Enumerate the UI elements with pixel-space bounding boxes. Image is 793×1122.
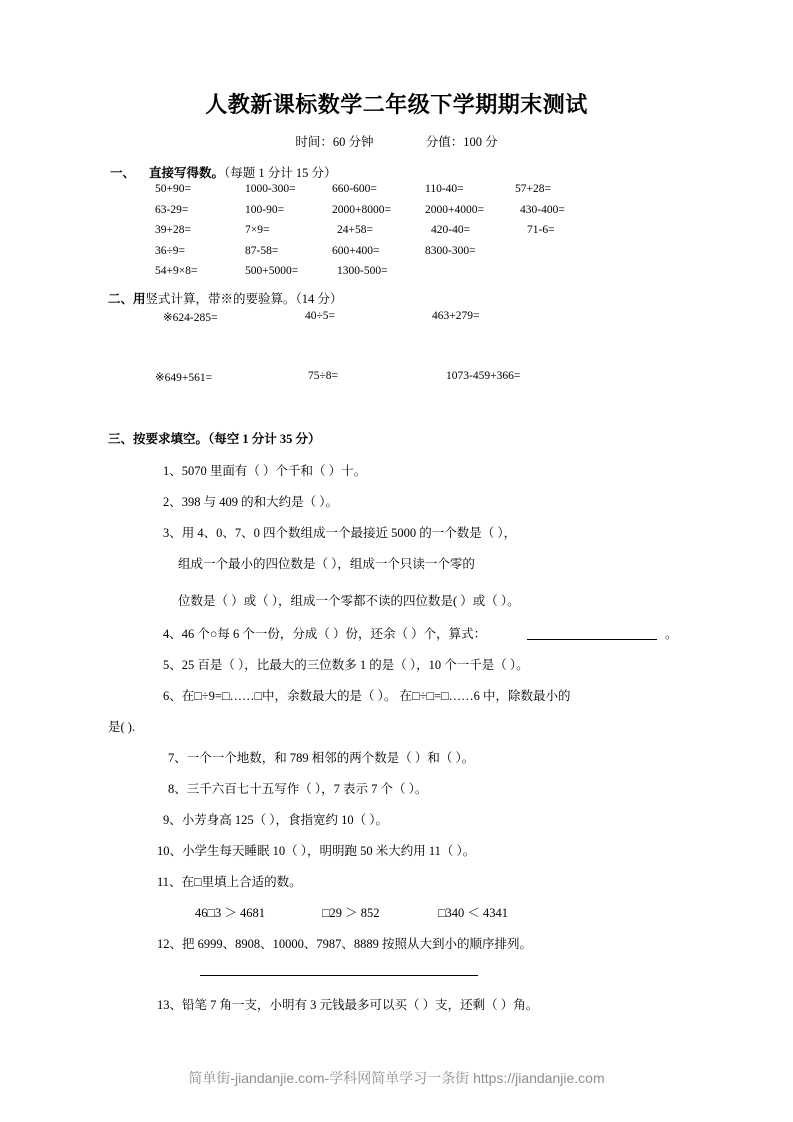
- vertical-calc-item: ※624-285=: [163, 312, 218, 324]
- section1-title: 直接写得数。: [149, 166, 225, 180]
- calc-item: 7×9=: [245, 224, 270, 236]
- calc-row: [155, 204, 635, 225]
- vertical-calc-item: 75÷8=: [308, 370, 339, 382]
- section2-number: 二、用: [108, 292, 146, 306]
- calc-item: 420-40=: [431, 224, 471, 236]
- calc-item: 110-40=: [425, 183, 464, 195]
- calc-row: [155, 245, 635, 266]
- calc-item: 600+400=: [332, 244, 380, 257]
- calc-item: 100-90=: [245, 203, 285, 216]
- mental-math-grid: [155, 183, 635, 286]
- question-11-compare-2: □29 ＞ 852: [322, 906, 380, 920]
- calc-item: 36÷9=: [155, 244, 186, 257]
- section2-title: 竖式计算，带※的要验算。（14 分）: [145, 292, 343, 306]
- question-10: 10、小学生每天睡眠 10（ ），明明跑 50 米大约用 11（ ）。: [157, 844, 476, 858]
- question-1: 1、5070 里面有（ ）个千和（ ）十。: [163, 464, 367, 478]
- section1-number: 一、: [110, 166, 136, 180]
- calc-item: 1300-500=: [337, 265, 388, 277]
- calc-item: 63-29=: [155, 203, 189, 216]
- page-title: 人教新课标数学二年级下学期期末测试: [205, 92, 588, 117]
- section1-points: （每题 1 分计 15 分）: [224, 166, 337, 180]
- section1-heading: [110, 163, 337, 181]
- section2-heading: [108, 289, 342, 307]
- calc-item: 2000+4000=: [425, 203, 484, 216]
- section3-heading: 三、按要求填空。（每空 1 分计 35 分）: [108, 432, 321, 446]
- question-7: 7、一个一个地数，和 789 相邻的两个数是（ ）和（ ）。: [168, 751, 475, 765]
- question-12-answer-rule[interactable]: [200, 975, 478, 976]
- question-2: 2、398 与 409 的和大约是（ ）。: [163, 495, 339, 509]
- calc-item: 71-6=: [527, 224, 555, 236]
- calc-item: 57+28=: [515, 183, 551, 195]
- calc-item: 430-400=: [520, 203, 565, 216]
- calc-item: 54+9×8=: [155, 265, 198, 277]
- question-3-line-3: 位数是（ ）或（ ），组成一个零都不读的四位数是( ）或（ ）。: [178, 594, 520, 608]
- question-4-answer-rule[interactable]: [527, 639, 657, 640]
- calc-row: [155, 265, 635, 286]
- calc-item: 87-58=: [245, 244, 279, 257]
- calc-item: 2000+8000=: [332, 203, 391, 216]
- exam-score: 分值：100 分: [425, 135, 498, 149]
- question-13: 13、铅笔 7 角一支，小明有 3 元钱最多可以买（ ）支，还剩（ ）角。: [157, 998, 539, 1012]
- calc-item: 1000-300=: [245, 183, 296, 195]
- footer-watermark: 简单街-jiandanjie.com-学科网简单学习一条街 https://jiandanjie.com: [188, 1070, 605, 1086]
- question-6-line-1: 6、在□÷9=□……□中，余数最大的是（ ）。 在□÷□=□……6 中，除数最小的: [163, 689, 571, 703]
- question-3-line-2: 组成一个最小的四位数是（ ），组成一个只读一个零的: [178, 557, 475, 571]
- calc-item: 660-600=: [332, 183, 377, 195]
- question-4: 4、46 个○每 6 个一份，分成（ ）份，还余（ ）个，算式：: [163, 627, 487, 641]
- question-5: 5、25 百是（ ），比最大的三位数多 1 的是（ ），10 个一千是（ ）。: [163, 658, 529, 672]
- question-9: 9、小芳身高 125（ ），食指宽约 10（ ）。: [163, 813, 389, 827]
- question-4-period: 。: [665, 627, 678, 641]
- question-8: 8、三千六百七十五写作（ ），7 表示 7 个（ ）。: [168, 782, 428, 796]
- calc-row: [155, 183, 635, 204]
- vertical-calc-item: ※649+561=: [155, 372, 213, 384]
- vertical-calc-item: 1073-459+366=: [446, 370, 521, 382]
- question-11-compare-3: □340 ＜ 4341: [438, 906, 509, 920]
- question-3-line-1: 3、用 4、0、7、0 四个数组成一个最接近 5000 的一个数是（ ），: [163, 526, 517, 540]
- exam-meta: [0, 132, 793, 150]
- calc-item: 500+5000=: [245, 265, 299, 277]
- calc-item: 39+28=: [155, 224, 191, 236]
- calc-row: [155, 224, 635, 245]
- question-11: 11、在□里填上合适的数。: [157, 875, 302, 889]
- calc-item: 50+90=: [155, 183, 191, 195]
- question-6-line-2: 是( ).: [108, 720, 136, 734]
- vertical-calc-item: 40÷5=: [305, 310, 336, 322]
- exam-time: 时间：60 分钟: [295, 135, 374, 149]
- question-11-compare-1: 46□3 ＞ 4681: [195, 906, 266, 920]
- calc-item: 24+58=: [337, 224, 373, 236]
- calc-item: 8300-300=: [425, 244, 476, 257]
- vertical-calc-item: 463+279=: [432, 310, 480, 322]
- question-12: 12、把 6999、8908、10000、7987、8889 按照从大到小的顺序排列。: [157, 937, 533, 951]
